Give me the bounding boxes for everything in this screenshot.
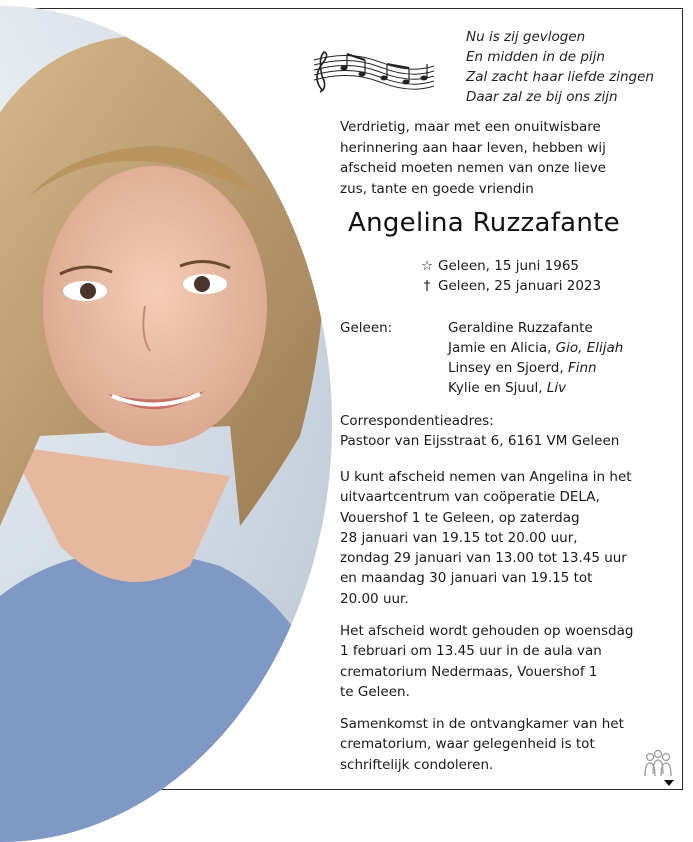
correspondence-address bbox=[340, 411, 670, 452]
visitation-line: 20.00 uur. bbox=[340, 590, 409, 607]
ceremony-line: te Geleen. bbox=[340, 683, 410, 700]
intro-line: Verdrietig, maar met een onuitwisbare bbox=[340, 119, 601, 135]
intro-text bbox=[340, 117, 660, 199]
poem-line: En midden in de pijn bbox=[466, 49, 605, 65]
cross-icon: † bbox=[423, 278, 431, 294]
family-members bbox=[448, 318, 623, 398]
family-member: Linsey en Sjoerd, Finn bbox=[448, 360, 597, 376]
poem-line: Zal zacht haar liefde zingen bbox=[466, 69, 654, 85]
birth-line bbox=[420, 256, 601, 276]
poem bbox=[466, 27, 654, 107]
ceremony-info bbox=[340, 621, 670, 702]
visitation-line: zondag 29 januari van 13.00 tot 13.45 uur bbox=[340, 550, 627, 567]
intro-line: zus, tante en goede vriendin bbox=[340, 180, 534, 197]
gathering-line: Samenkomst in de ontvangkamer van het bbox=[340, 716, 624, 732]
triangle-down-icon bbox=[664, 780, 674, 786]
family-logo-icon bbox=[642, 748, 674, 778]
visitation-line: U kunt afscheid nemen van Angelina in het bbox=[340, 469, 632, 485]
family-member: Kylie en Sjuul, Liv bbox=[448, 380, 567, 396]
portrait-illustration bbox=[0, 6, 332, 842]
life-dates bbox=[420, 256, 601, 296]
ceremony-line: crematorium Nedermaas, Vouershof 1 bbox=[340, 663, 598, 680]
visitation-info bbox=[340, 467, 670, 609]
intro-line: afscheid moeten nemen van onze lieve bbox=[340, 160, 606, 176]
birth-date: Geleen, 15 juni 1965 bbox=[438, 258, 579, 274]
poem-line: Nu is zij gevlogen bbox=[466, 29, 586, 45]
intro-line: herinnering aan haar leven, hebben wij bbox=[340, 139, 606, 156]
portrait-photo bbox=[0, 6, 332, 842]
ceremony-line: Het afscheid wordt gehouden op woensdag bbox=[340, 623, 634, 639]
ceremony-line: 1 februari om 13.45 uur in de aula van bbox=[340, 643, 602, 660]
gathering-line: schriftelijk condoleren. bbox=[340, 756, 494, 773]
music-notes-icon bbox=[310, 48, 434, 100]
gathering-info bbox=[340, 714, 670, 775]
star-icon: ☆ bbox=[420, 258, 434, 274]
death-date: Geleen, 25 januari 2023 bbox=[438, 278, 602, 294]
correspondence-value: Pastoor van Eijsstraat 6, 6161 VM Geleen bbox=[340, 433, 620, 450]
family-member: Jamie en Alicia, Gio, Elijah bbox=[448, 340, 624, 356]
visitation-line: 28 januari van 19.15 tot 20.00 uur, bbox=[340, 529, 578, 546]
correspondence-label: Correspondentieadres: bbox=[340, 413, 494, 429]
family-place: Geleen: bbox=[340, 320, 393, 336]
family-member: Geraldine Ruzzafante bbox=[448, 320, 593, 336]
gathering-line: crematorium, waar gelegenheid is tot bbox=[340, 736, 595, 753]
poem-line: Daar zal ze bij ons zijn bbox=[466, 89, 618, 105]
visitation-line: uitvaartcentrum van coöperatie DELA, bbox=[340, 489, 600, 506]
visitation-line: Vouershof 1 te Geleen, op zaterdag bbox=[340, 509, 580, 526]
deceased-name: Angelina Ruzzafante bbox=[348, 208, 620, 238]
death-line bbox=[420, 276, 601, 296]
visitation-line: en maandag 30 januari van 19.15 tot bbox=[340, 570, 593, 587]
